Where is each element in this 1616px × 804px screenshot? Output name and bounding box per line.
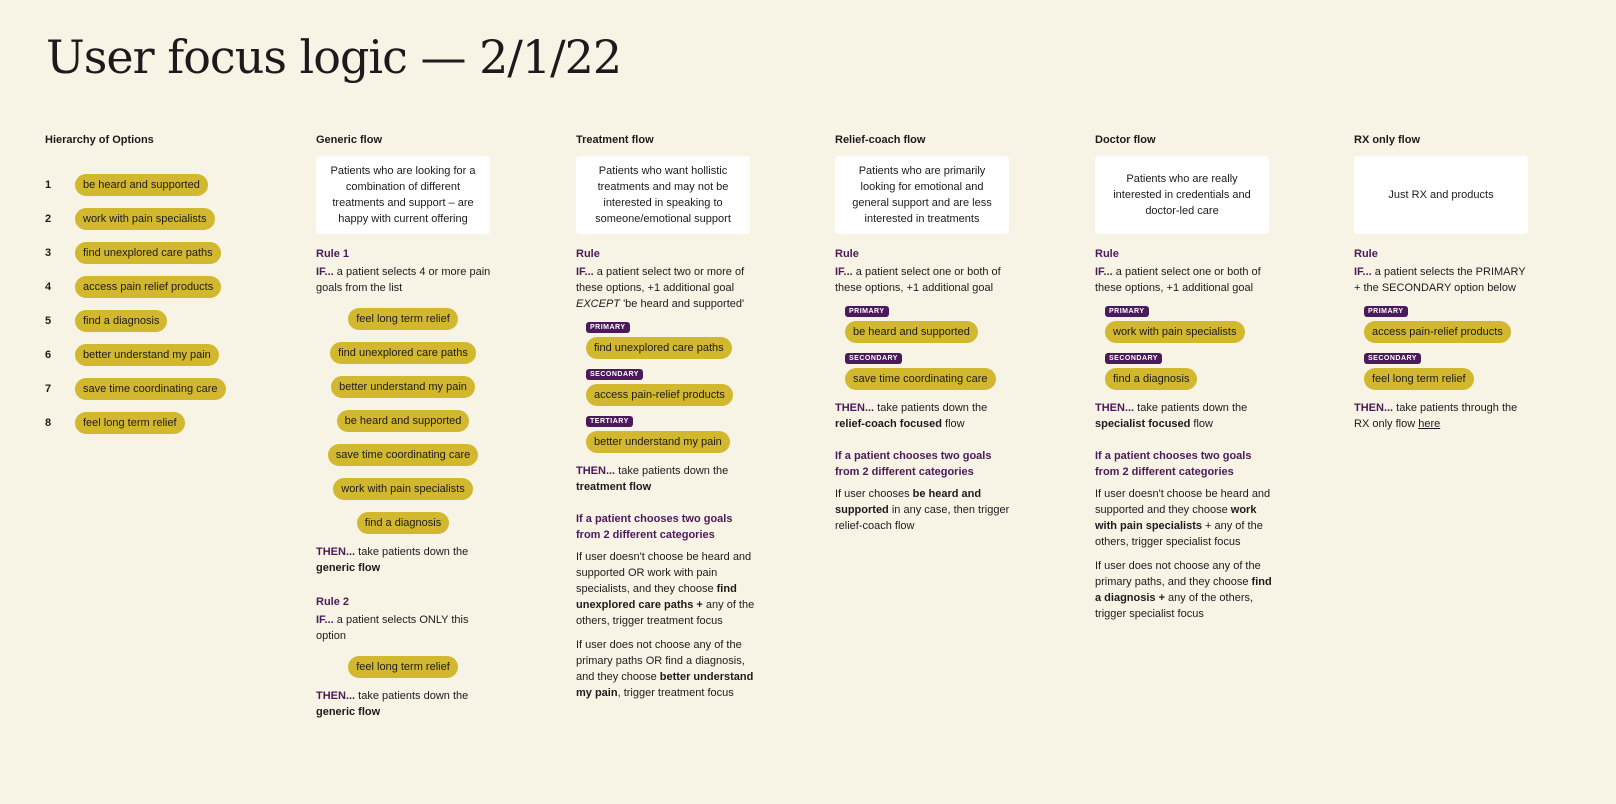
goal-pill: feel long term relief	[348, 656, 458, 678]
primary-tag: PRIMARY	[845, 306, 889, 317]
page-title: User focus logic — 2/1/22	[46, 30, 622, 84]
condition-paragraph: If user doesn't choose be heard and supported and they choose work with pain specialists + any of the others, trigger specialist focus	[1095, 488, 1271, 548]
rule-outcome: THEN... take patients down the treatment flow	[576, 465, 729, 493]
secondary-tag: SECONDARY	[586, 369, 643, 380]
condition-paragraph: If user doesn't choose be heard and supported OR work with pain specialists, and they choose find unexplored care paths + any of the others, trigger treatment focus	[576, 551, 755, 627]
rule-2-outcome: THEN... take patients down the generic flow	[316, 690, 469, 718]
goal-pill: be heard and supported	[845, 321, 978, 343]
generic-flow-column	[316, 134, 496, 720]
hierarchy-number: 8	[45, 417, 52, 429]
goal-pill: work with pain specialists	[333, 478, 473, 500]
relief-coach-flow-heading: Relief-coach flow	[835, 134, 926, 146]
goal-pill: work with pain specialists	[75, 208, 215, 230]
goal-pill: find unexplored care paths	[330, 342, 476, 364]
hierarchy-number: 6	[45, 349, 52, 361]
rx-only-flow-heading: RX only flow	[1354, 134, 1420, 146]
doctor-flow-column	[1095, 134, 1275, 630]
rule-heading: Rule	[835, 248, 859, 260]
secondary-tag: SECONDARY	[1364, 353, 1421, 364]
hierarchy-heading: Hierarchy of Options	[45, 134, 154, 146]
rule-condition: IF... a patient select one or both of these options, +1 additional goal	[1095, 266, 1261, 294]
hierarchy-number: 7	[45, 383, 52, 395]
secondary-tag: SECONDARY	[845, 353, 902, 364]
treatment-flow-column	[576, 134, 756, 709]
secondary-tag: SECONDARY	[1105, 353, 1162, 364]
two-goals-heading: If a patient chooses two goals from 2 different categories	[835, 450, 992, 478]
generic-flow-description: Patients who are looking for a combination of different treatments and support – are happy with current offering	[316, 156, 490, 234]
rule-condition: IF... a patient select two or more of these options, +1 additional goal EXCEPT 'be heard and supported'	[576, 266, 745, 310]
hierarchy-item	[45, 304, 265, 338]
goal-pill: access pain relief products	[75, 276, 221, 298]
rule-1-pill-list	[316, 302, 490, 540]
rule-2-condition: IF... a patient selects ONLY this option	[316, 614, 469, 642]
hierarchy-number: 2	[45, 213, 52, 225]
relief-coach-flow-column	[835, 134, 1015, 542]
goal-pill: save time coordinating care	[328, 444, 479, 466]
condition-paragraph: If user chooses be heard and supported in any case, then trigger relief-coach flow	[835, 488, 1010, 532]
goal-pill: find unexplored care paths	[75, 242, 221, 264]
generic-flow-heading: Generic flow	[316, 134, 383, 146]
rule-heading: Rule	[1095, 248, 1119, 260]
hierarchy-item	[45, 406, 265, 440]
relief-coach-flow-description: Patients who are primarily looking for emotional and general support and are less interested in treatments	[835, 156, 1009, 234]
goal-pill: find a diagnosis	[357, 512, 449, 534]
primary-tag: PRIMARY	[1364, 306, 1408, 317]
rule-heading: Rule	[1354, 248, 1378, 260]
rule-outcome: THEN... take patients down the specialist focused flow	[1095, 402, 1248, 430]
primary-tag: PRIMARY	[586, 322, 630, 333]
hierarchy-item	[45, 168, 265, 202]
goal-pill: better understand my pain	[75, 344, 219, 366]
hierarchy-number: 5	[45, 315, 52, 327]
goal-pill: work with pain specialists	[1105, 321, 1245, 343]
goal-pill: save time coordinating care	[845, 368, 996, 390]
hierarchy-item	[45, 236, 265, 270]
hierarchy-item	[45, 270, 265, 304]
rx-flow-link[interactable]: here	[1418, 418, 1441, 430]
rule-1-outcome: THEN... take patients down the generic flow	[316, 546, 469, 574]
goal-pill: access pain-relief products	[1364, 321, 1511, 343]
rule-condition: IF... a patient selects the PRIMARY + the SECONDARY option below	[1354, 266, 1526, 294]
rule-outcome: THEN... take patients down the relief-coach focused flow	[835, 402, 988, 430]
two-goals-heading: If a patient chooses two goals from 2 different categories	[576, 513, 733, 541]
goal-pill: better understand my pain	[586, 431, 730, 453]
hierarchy-item	[45, 372, 265, 406]
goal-pill: feel long term relief	[348, 308, 458, 330]
hierarchy-item	[45, 202, 265, 236]
rule-2-heading: Rule 2	[316, 596, 350, 608]
hierarchy-column	[45, 134, 265, 440]
hierarchy-number: 1	[45, 179, 52, 191]
goal-pill: save time coordinating care	[75, 378, 226, 400]
rule-condition: IF... a patient select one or both of these options, +1 additional goal	[835, 266, 1001, 294]
goal-pill: be heard and supported	[75, 174, 208, 196]
rx-only-flow-description: Just RX and products	[1354, 156, 1528, 234]
doctor-flow-description: Patients who are really interested in credentials and doctor-led care	[1095, 156, 1269, 234]
goal-pill: access pain-relief products	[586, 384, 733, 406]
two-goals-heading: If a patient chooses two goals from 2 different categories	[1095, 450, 1252, 478]
rule-outcome: THEN... take patients through the RX only flow here	[1354, 402, 1518, 430]
hierarchy-number: 3	[45, 247, 52, 259]
goal-pill: find a diagnosis	[1105, 368, 1197, 390]
goal-pill: feel long term relief	[1364, 368, 1474, 390]
rule-2-pill-list	[316, 650, 490, 684]
treatment-flow-description: Patients who want hollistic treatments and may not be interested in speaking to someone/emotional support	[576, 156, 750, 234]
goal-pill: feel long term relief	[75, 412, 185, 434]
hierarchy-item	[45, 338, 265, 372]
primary-tag: PRIMARY	[1105, 306, 1149, 317]
condition-paragraph: If user does not choose any of the primary paths OR find a diagnosis, and they choose better understand my pain, trigger treatment focus	[576, 639, 754, 699]
hierarchy-number: 4	[45, 281, 52, 293]
rule-1-heading: Rule 1	[316, 248, 350, 260]
goal-pill: better understand my pain	[331, 376, 475, 398]
goal-pill: find a diagnosis	[75, 310, 167, 332]
tertiary-tag: TERTIARY	[586, 416, 633, 427]
doctor-flow-heading: Doctor flow	[1095, 134, 1156, 146]
goal-pill: be heard and supported	[337, 410, 470, 432]
rule-heading: Rule	[576, 248, 600, 260]
rx-only-flow-column	[1354, 134, 1534, 432]
rule-1-condition: IF... a patient selects 4 or more pain goals from the list	[316, 266, 491, 294]
condition-paragraph: If user does not choose any of the primary paths, and they choose find a diagnosis + any of the others, trigger specialist focus	[1095, 560, 1272, 620]
goal-pill: find unexplored care paths	[586, 337, 732, 359]
treatment-flow-heading: Treatment flow	[576, 134, 654, 146]
